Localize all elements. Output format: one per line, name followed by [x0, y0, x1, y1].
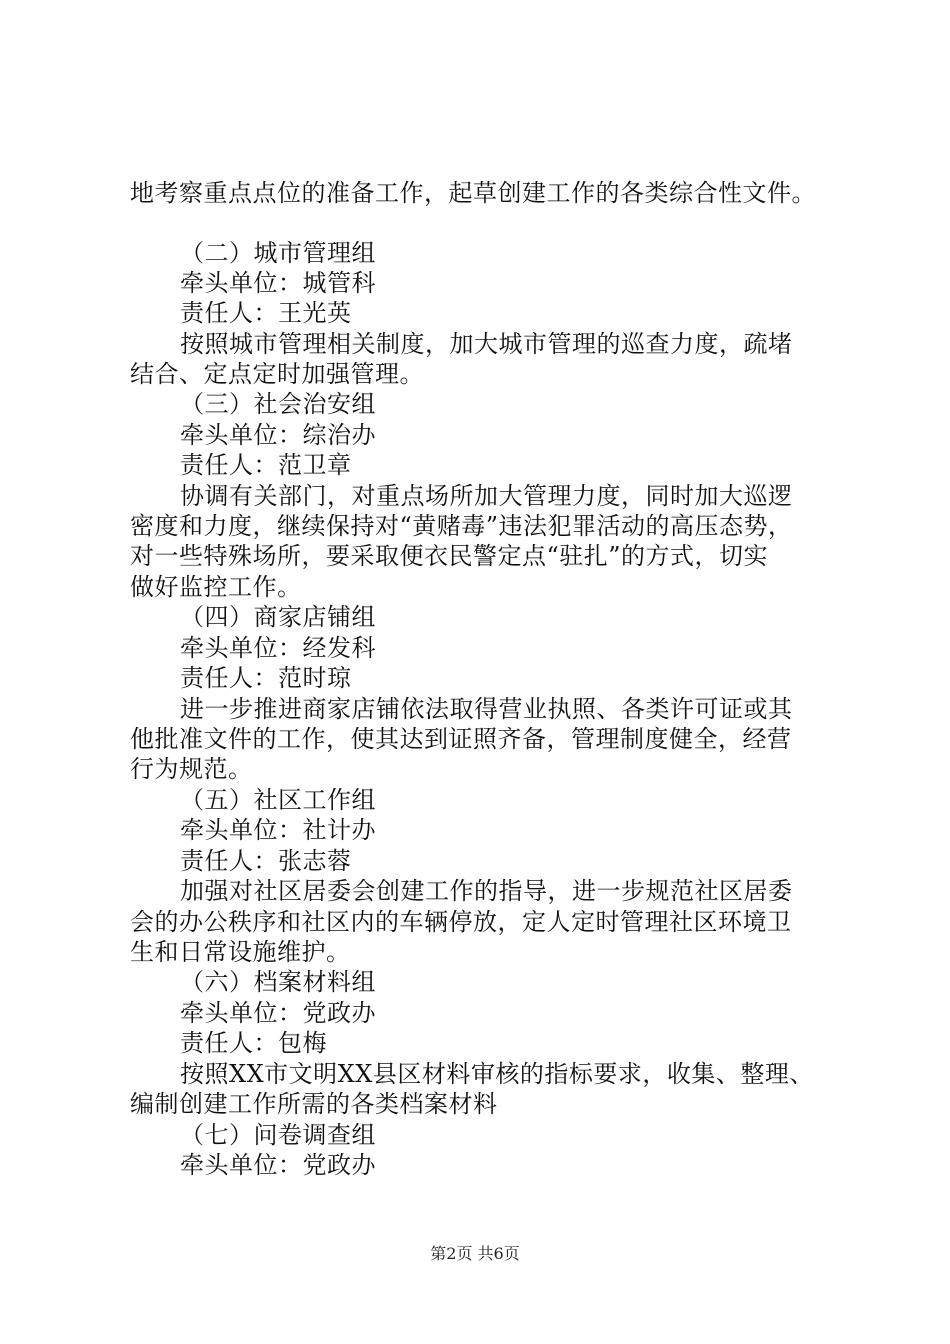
body-line: 生和日常设施维护。	[130, 938, 351, 966]
section-heading: （二）城市管理组	[180, 239, 376, 267]
body-line: 按照XX市文明XX县区材料审核的指标要求，收集、整理、	[180, 1060, 814, 1088]
responsible-person: 责任人：范卫章	[180, 451, 352, 479]
body-line: 他批准文件的工作，使其达到证照齐备，管理制度健全，经营	[130, 725, 792, 753]
lead-unit: 牵头单位：综治办	[180, 421, 376, 449]
body-line: 会的办公秩序和社区内的车辆停放，定人定时管理社区环境卫	[130, 908, 792, 936]
intro-tail-line: 地考察重点点位的准备工作，起草创建工作的各类综合性文件。	[130, 179, 816, 207]
body-line: 结合、定点定时加强管理。	[130, 360, 424, 388]
section-heading: （七）问卷调查组	[180, 1121, 376, 1149]
responsible-person: 责任人：王光英	[180, 299, 352, 327]
responsible-person: 责任人：包梅	[180, 1029, 327, 1057]
body-line: 协调有关部门，对重点场所加大管理力度，同时加大巡逻	[180, 482, 793, 510]
section-heading: （六）档案材料组	[180, 968, 376, 996]
section-heading: （三）社会治安组	[180, 390, 376, 418]
lead-unit: 牵头单位：党政办	[180, 999, 376, 1027]
body-line: 按照城市管理相关制度，加大城市管理的巡查力度，疏堵	[180, 330, 793, 358]
lead-unit: 牵头单位：社计办	[180, 816, 376, 844]
section-heading: （五）社区工作组	[180, 786, 376, 814]
body-line: 行为规范。	[130, 755, 253, 783]
section-heading: （四）商家店铺组	[180, 603, 376, 631]
body-line: 密度和力度，继续保持对“黄赌毒”违法犯罪活动的高压态势，	[130, 512, 793, 540]
lead-unit: 牵头单位：党政办	[180, 1151, 376, 1179]
lead-unit: 牵头单位：城管科	[180, 269, 376, 297]
responsible-person: 责任人：范时琼	[180, 664, 352, 692]
body-line: 对一些特殊场所，要采取便衣民警定点“驻扎”的方式，切实	[130, 542, 769, 570]
responsible-person: 责任人：张志蓉	[180, 847, 352, 875]
body-line: 加强对社区居委会创建工作的指导，进一步规范社区居委	[180, 877, 793, 905]
page-footer: 第2页 共6页	[430, 1244, 520, 1263]
lead-unit: 牵头单位：经发科	[180, 634, 376, 662]
body-line: 编制创建工作所需的各类档案材料	[130, 1090, 498, 1118]
body-line: 进一步推进商家店铺依法取得营业执照、各类许可证或其	[180, 695, 793, 723]
body-line: 做好监控工作。	[130, 573, 302, 601]
